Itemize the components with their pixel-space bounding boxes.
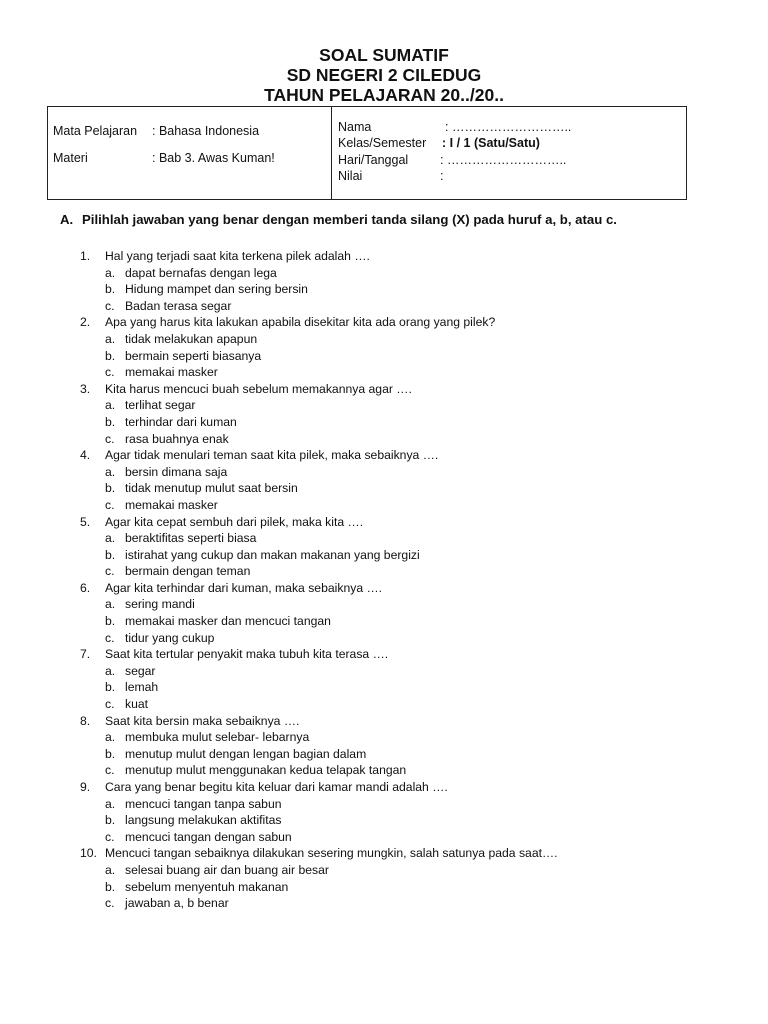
class-semester-value: : I / 1 (Satu/Satu) [442, 136, 540, 151]
option-text: tidak melakukan apapun [125, 331, 258, 346]
answer-option[interactable] [0, 613, 768, 630]
question-item [0, 845, 768, 862]
option-letter[interactable]: b. [105, 481, 116, 496]
option-letter[interactable]: a. [105, 597, 116, 612]
option-letter[interactable]: c. [105, 896, 115, 911]
document-title: SOAL SUMATIF [319, 45, 449, 65]
option-text: Badan terasa segar [125, 298, 232, 313]
answer-option[interactable] [0, 563, 768, 580]
option-text: kuat [125, 697, 149, 712]
option-letter[interactable]: b. [105, 282, 116, 297]
option-letter[interactable]: c. [105, 497, 115, 512]
question-item [0, 514, 768, 531]
option-letter[interactable]: c. [105, 431, 115, 446]
academic-year: TAHUN PELAJARAN 20../20.. [264, 85, 504, 105]
answer-option[interactable] [0, 663, 768, 680]
option-letter[interactable]: a. [105, 531, 116, 546]
question-item [0, 248, 768, 265]
question-number: 8. [80, 713, 91, 728]
option-text: menutup mulut dengan lengan bagian dalam [125, 746, 367, 761]
answer-option[interactable] [0, 762, 768, 779]
answer-option[interactable] [0, 530, 768, 547]
answer-option[interactable] [0, 298, 768, 315]
option-text: bermain dengan teman [125, 564, 251, 579]
option-text: langsung melakukan aktifitas [125, 813, 282, 828]
question-text: Mencuci tangan sebaiknya dilakukan sesering mungkin, salah satunya pada saat…. [105, 846, 558, 861]
option-text: sebelum menyentuh makanan [125, 879, 289, 894]
subject-label: Mata Pelajaran [53, 124, 138, 138]
question-number: 6. [80, 580, 91, 595]
answer-option[interactable] [0, 265, 768, 282]
answer-option[interactable] [0, 796, 768, 813]
option-text: mencuci tangan dengan sabun [125, 829, 292, 844]
question-text: Cara yang benar begitu kita keluar dari kamar mandi adalah …. [105, 780, 448, 794]
answer-option[interactable] [0, 464, 768, 481]
question-number: 10. [80, 846, 97, 861]
class-semester-label: Kelas/Semester [338, 136, 427, 151]
option-text: bersin dimana saja [125, 464, 228, 479]
question-number: 3. [80, 381, 91, 396]
section-instruction [60, 212, 617, 227]
section-letter: A. [60, 212, 74, 227]
option-letter[interactable]: c. [105, 298, 115, 313]
option-letter[interactable]: b. [105, 813, 116, 828]
question-item [0, 447, 768, 464]
answer-option[interactable] [0, 348, 768, 365]
option-letter[interactable]: c. [105, 564, 115, 579]
info-box-divider [331, 107, 332, 199]
option-text: menutup mulut menggunakan kedua telapak tangan [125, 763, 407, 778]
question-number: 4. [80, 448, 91, 463]
answer-option[interactable] [0, 480, 768, 497]
material-value: : Bab 3. Awas Kuman! [152, 151, 275, 165]
answer-option[interactable] [0, 696, 768, 713]
option-letter[interactable]: c. [105, 365, 115, 380]
answer-option[interactable] [0, 895, 768, 912]
answer-option[interactable] [0, 679, 768, 696]
option-letter[interactable]: c. [105, 697, 115, 712]
answer-option[interactable] [0, 331, 768, 348]
question-item [0, 314, 768, 331]
school-name: SD NEGERI 2 CILEDUG [286, 65, 482, 85]
score-field[interactable]: : [440, 168, 444, 183]
option-text: dapat bernafas dengan lega [125, 265, 277, 280]
question-item [0, 646, 768, 663]
score-label: Nilai [338, 168, 363, 183]
answer-option[interactable] [0, 431, 768, 448]
option-text: bermain seperti biasanya [125, 348, 262, 363]
question-list [0, 248, 768, 912]
student-info-box [47, 106, 687, 200]
option-letter[interactable]: a. [105, 796, 116, 811]
question-text: Hal yang terjadi saat kita terkena pilek adalah …. [105, 249, 370, 263]
option-letter[interactable]: a. [105, 398, 116, 413]
question-text: Kita harus mencuci buah sebelum memakannya agar …. [105, 381, 412, 396]
answer-option[interactable] [0, 547, 768, 564]
answer-option[interactable] [0, 729, 768, 746]
subject-value: : Bahasa Indonesia [152, 124, 260, 138]
option-text: memakai masker [125, 365, 218, 380]
question-text: Saat kita tertular penyakit maka tubuh kita terasa …. [105, 647, 389, 662]
option-text: terhindar dari kuman [125, 414, 237, 429]
option-letter[interactable]: a. [105, 862, 116, 877]
option-letter[interactable]: b. [105, 614, 116, 629]
option-text: lemah [125, 680, 159, 695]
answer-option[interactable] [0, 829, 768, 846]
option-letter[interactable]: c. [105, 630, 115, 645]
option-text: selesai buang air dan buang air besar [125, 862, 329, 877]
option-letter[interactable]: a. [105, 331, 116, 346]
option-letter[interactable]: b. [105, 680, 116, 695]
option-text: istirahat yang cukup dan makan makanan yang bergizi [125, 547, 420, 562]
option-text: mencuci tangan tanpa sabun [125, 796, 282, 811]
option-text: memakai masker dan mencuci tangan [125, 614, 331, 629]
option-text: jawaban a, b benar [125, 896, 229, 911]
date-label: Hari/Tanggal [338, 152, 409, 167]
option-letter[interactable]: a. [105, 464, 116, 479]
option-letter[interactable]: b. [105, 547, 116, 562]
question-item [0, 713, 768, 730]
option-letter[interactable]: a. [105, 730, 116, 745]
option-text: membuka mulut selebar- lebarnya [125, 730, 310, 745]
option-text: tidak menutup mulut saat bersin [125, 481, 298, 496]
option-text: sering mandi [125, 597, 195, 612]
option-letter[interactable]: c. [105, 829, 115, 844]
answer-option[interactable] [0, 812, 768, 829]
answer-option[interactable] [0, 397, 768, 414]
option-text: terlihat segar [125, 398, 196, 413]
option-text: rasa buahnya enak [125, 431, 229, 446]
name-label: Nama [338, 120, 372, 134]
question-text: Apa yang harus kita lakukan apabila disekitar kita ada orang yang pilek? [105, 315, 496, 330]
date-field[interactable]: : ……………………….. [440, 152, 567, 167]
option-letter[interactable]: c. [105, 763, 115, 778]
answer-option[interactable] [0, 281, 768, 298]
answer-option[interactable] [0, 746, 768, 763]
answer-option[interactable] [0, 879, 768, 896]
question-number: 9. [80, 780, 91, 794]
option-text: memakai masker [125, 497, 218, 512]
question-number: 2. [80, 315, 91, 330]
option-letter[interactable]: b. [105, 879, 116, 894]
option-letter[interactable]: a. [105, 265, 116, 280]
question-number: 7. [80, 647, 91, 662]
option-letter[interactable]: a. [105, 663, 116, 678]
option-text: Hidung mampet dan sering bersin [125, 282, 308, 297]
option-letter[interactable]: b. [105, 746, 116, 761]
question-item [0, 580, 768, 597]
document-header [0, 45, 768, 105]
name-field[interactable]: : ……………………….. [445, 120, 572, 134]
option-letter[interactable]: b. [105, 414, 116, 429]
question-text: Saat kita bersin maka sebaiknya …. [105, 713, 300, 728]
option-text: segar [125, 663, 156, 678]
answer-option[interactable] [0, 414, 768, 431]
answer-option[interactable] [0, 497, 768, 514]
question-text: Agar kita cepat sembuh dari pilek, maka kita …. [105, 514, 364, 529]
question-number: 1. [80, 249, 91, 263]
question-text: Agar tidak menulari teman saat kita pilek, maka sebaiknya …. [105, 448, 439, 463]
option-text: beraktifitas seperti biasa [125, 531, 257, 546]
option-text: tidur yang cukup [125, 630, 215, 645]
question-item [0, 779, 768, 796]
question-number: 5. [80, 514, 91, 529]
answer-option[interactable] [0, 630, 768, 647]
answer-option[interactable] [0, 364, 768, 381]
option-letter[interactable]: b. [105, 348, 116, 363]
material-label: Materi [53, 151, 88, 165]
question-item [0, 381, 768, 398]
answer-option[interactable] [0, 862, 768, 879]
question-text: Agar kita terhindar dari kuman, maka sebaiknya …. [105, 580, 383, 595]
answer-option[interactable] [0, 596, 768, 613]
instruction-text: Pilihlah jawaban yang benar dengan memberi tanda silang (X) pada huruf a, b, atau c. [82, 212, 617, 227]
